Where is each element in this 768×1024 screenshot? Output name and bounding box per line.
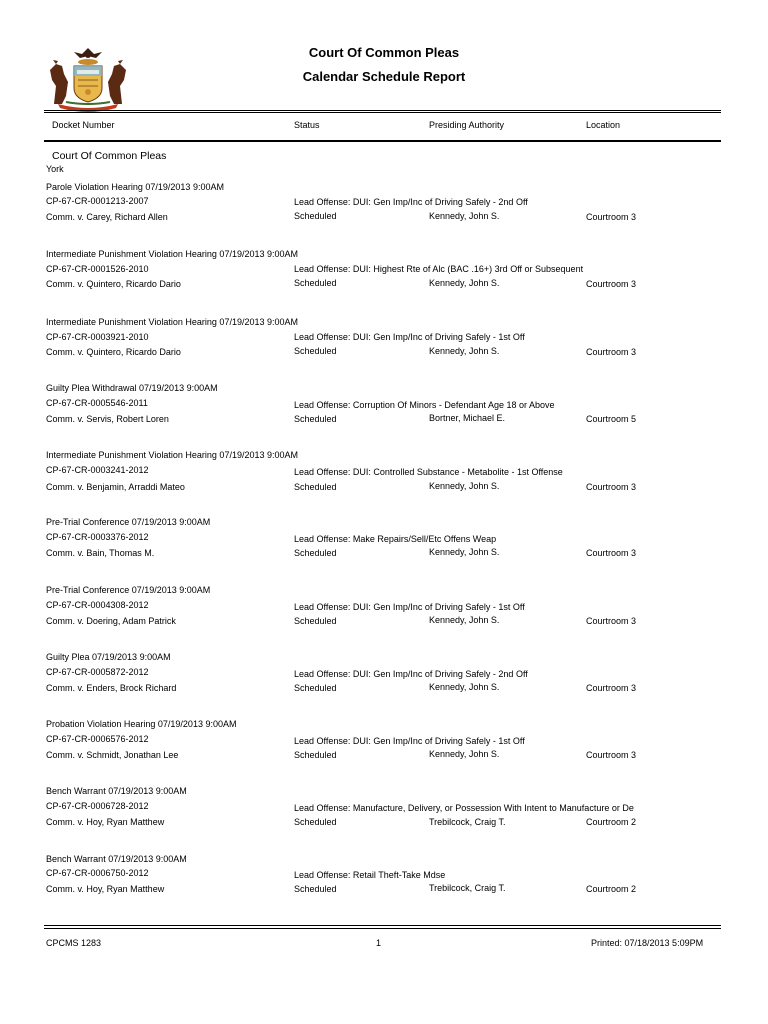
status-value: Scheduled — [294, 278, 337, 288]
case-caption: Comm. v. Quintero, Ricardo Dario — [46, 279, 181, 289]
case-caption: Comm. v. Benjamin, Arraddi Mateo — [46, 482, 185, 492]
case-caption: Comm. v. Bain, Thomas M. — [46, 548, 155, 558]
hearing-line: Pre-Trial Conference 07/19/2013 9:00AM — [46, 517, 211, 527]
presiding-authority: Trebilcock, Craig T. — [429, 883, 506, 893]
location-value: Courtroom 2 — [586, 817, 637, 827]
presiding-authority: Kennedy, John S. — [429, 682, 500, 692]
location-value: Courtroom 3 — [586, 616, 637, 626]
location-value: Courtroom 3 — [586, 683, 637, 693]
report-title-calendar: Calendar Schedule Report — [302, 69, 466, 84]
case-caption: Comm. v. Enders, Brock Richard — [46, 683, 177, 693]
court-name: Court Of Common Pleas — [52, 150, 167, 162]
presiding-authority: Kennedy, John S. — [429, 278, 500, 288]
list-item — [0, 317, 768, 377]
location-value: Courtroom 5 — [586, 414, 637, 424]
list-item — [0, 719, 768, 779]
docket-number: CP-67-CR-0005546-2011 — [46, 398, 148, 408]
hearing-line: Guilty Plea 07/19/2013 9:00AM — [46, 652, 171, 662]
presiding-authority: Bortner, Michael E. — [429, 413, 506, 423]
lead-offense: Lead Offense: DUI: Controlled Substance - Metabolite - 1st Offense — [294, 467, 563, 477]
hearing-line: Bench Warrant 07/19/2013 9:00AM — [46, 786, 187, 796]
report-title-court: Court Of Common Pleas — [308, 45, 460, 60]
docket-number: CP-67-CR-0006728-2012 — [46, 801, 149, 811]
column-header-docket: Docket Number — [52, 120, 115, 130]
lead-offense: Lead Offense: Make Repairs/Sell/Etc Offens Weap — [294, 534, 497, 544]
status-value: Scheduled — [294, 211, 337, 221]
docket-number: CP-67-CR-0003376-2012 — [46, 532, 149, 542]
list-item — [0, 854, 768, 914]
list-item — [0, 585, 768, 645]
hearing-line: Bench Warrant 07/19/2013 9:00AM — [46, 854, 187, 864]
case-caption: Comm. v. Servis, Robert Loren — [46, 414, 169, 424]
list-item — [0, 517, 768, 577]
location-value: Courtroom 3 — [586, 279, 637, 289]
docket-number: CP-67-CR-0003241-2012 — [46, 465, 149, 475]
printed-timestamp: Printed: 07/18/2013 5:09PM — [591, 938, 704, 948]
status-value: Scheduled — [294, 346, 337, 356]
list-item — [0, 786, 768, 846]
location-value: Courtroom 2 — [586, 884, 637, 894]
location-value: Courtroom 3 — [586, 548, 637, 558]
status-value: Scheduled — [294, 548, 337, 558]
lead-offense: Lead Offense: Retail Theft-Take Mdse — [294, 870, 446, 880]
status-value: Scheduled — [294, 817, 337, 827]
lead-offense: Lead Offense: DUI: Gen Imp/Inc of Driving Safely - 1st Off — [294, 736, 525, 746]
status-value: Scheduled — [294, 750, 337, 760]
case-caption: Comm. v. Carey, Richard Allen — [46, 212, 168, 222]
hearing-line: Intermediate Punishment Violation Hearing 07/19/2013 9:00AM — [46, 249, 298, 259]
hearing-line: Intermediate Punishment Violation Hearing 07/19/2013 9:00AM — [46, 317, 298, 327]
footer-rule — [44, 925, 721, 926]
docket-number: CP-67-CR-0006576-2012 — [46, 734, 149, 744]
header-top-rule-2 — [44, 112, 721, 113]
lead-offense: Lead Offense: DUI: Gen Imp/Inc of Driving Safely - 2nd Off — [294, 669, 528, 679]
form-id: CPCMS 1283 — [46, 938, 102, 948]
status-value: Scheduled — [294, 616, 337, 626]
status-value: Scheduled — [294, 683, 337, 693]
list-item — [0, 182, 768, 242]
page-number: 1 — [376, 938, 382, 948]
hearing-line: Parole Violation Hearing 07/19/2013 9:00AM — [46, 182, 224, 192]
lead-offense: Lead Offense: DUI: Gen Imp/Inc of Driving Safely - 2nd Off — [294, 197, 528, 207]
status-value: Scheduled — [294, 884, 337, 894]
lead-offense: Lead Offense: Manufacture, Delivery, or Possession With Intent to Manufacture or De — [294, 803, 634, 813]
case-caption: Comm. v. Quintero, Ricardo Dario — [46, 347, 181, 357]
list-item — [0, 450, 768, 510]
lead-offense: Lead Offense: DUI: Gen Imp/Inc of Driving Safely - 1st Off — [294, 332, 525, 342]
docket-number: CP-67-CR-0006750-2012 — [46, 868, 149, 878]
case-caption: Comm. v. Schmidt, Jonathan Lee — [46, 750, 179, 760]
location-value: Courtroom 3 — [586, 750, 637, 760]
lead-offense: Lead Offense: DUI: Highest Rte of Alc (BAC .16+) 3rd Off or Subsequent — [294, 264, 584, 274]
docket-number: CP-67-CR-0003921-2010 — [46, 332, 149, 342]
lead-offense: Lead Offense: DUI: Gen Imp/Inc of Driving Safely - 1st Off — [294, 602, 525, 612]
column-header-location: Location — [586, 120, 621, 130]
presiding-authority: Trebilcock, Craig T. — [429, 817, 506, 827]
case-caption: Comm. v. Hoy, Ryan Matthew — [46, 884, 165, 894]
header-top-rule — [44, 110, 721, 111]
presiding-authority: Kennedy, John S. — [429, 749, 500, 759]
case-caption: Comm. v. Doering, Adam Patrick — [46, 616, 176, 626]
location-value: Courtroom 3 — [586, 347, 637, 357]
list-item — [0, 249, 768, 309]
hearing-line: Pre-Trial Conference 07/19/2013 9:00AM — [46, 585, 211, 595]
docket-number: CP-67-CR-0005872-2012 — [46, 667, 149, 677]
header-bottom-rule — [44, 140, 721, 142]
presiding-authority: Kennedy, John S. — [429, 346, 500, 356]
presiding-authority: Kennedy, John S. — [429, 615, 500, 625]
docket-number: CP-67-CR-0004308-2012 — [46, 600, 149, 610]
column-header-authority: Presiding Authority — [429, 120, 505, 130]
presiding-authority: Kennedy, John S. — [429, 547, 500, 557]
location-value: Courtroom 3 — [586, 212, 637, 222]
case-caption: Comm. v. Hoy, Ryan Matthew — [46, 817, 165, 827]
hearing-line: Probation Violation Hearing 07/19/2013 9:00AM — [46, 719, 237, 729]
column-header-status: Status — [294, 120, 320, 130]
lead-offense: Lead Offense: Corruption Of Minors - Defendant Age 18 or Above — [294, 400, 555, 410]
list-item — [0, 383, 768, 443]
hearing-line: Guilty Plea Withdrawal 07/19/2013 9:00AM — [46, 383, 218, 393]
hearing-line: Intermediate Punishment Violation Hearing 07/19/2013 9:00AM — [46, 450, 298, 460]
location-value: Courtroom 3 — [586, 482, 637, 492]
docket-number: CP-67-CR-0001213-2007 — [46, 196, 149, 206]
presiding-authority: Kennedy, John S. — [429, 481, 500, 491]
court-city: York — [46, 164, 64, 174]
status-value: Scheduled — [294, 414, 337, 424]
docket-number: CP-67-CR-0001526-2010 — [46, 264, 149, 274]
presiding-authority: Kennedy, John S. — [429, 211, 500, 221]
list-item — [0, 652, 768, 712]
status-value: Scheduled — [294, 482, 337, 492]
footer-rule-2 — [44, 928, 721, 929]
